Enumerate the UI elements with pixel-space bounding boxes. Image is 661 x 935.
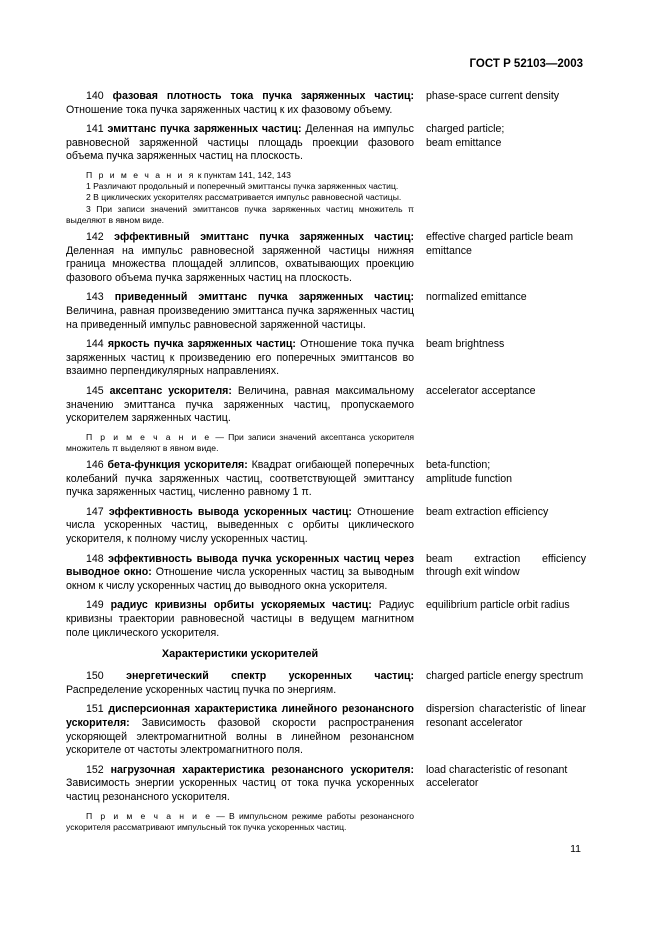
term-definition: 152 нагрузочная характеристика резонансного ускорителя: Зависимость энергии ускоренных частиц от тока пучка ускоренных частиц резонансного ускорителя. xyxy=(66,763,414,803)
term-english: accelerator acceptance xyxy=(426,384,536,397)
term-definition: 142 эффективный эмиттанс пучка заряженных частиц: Деленная на импульс равновесной заряженной частицы нижняя граница множества площадей эллипсов, охватывающих проекцию фазового объема пучка заряженных частиц на плоскость. xyxy=(66,230,414,284)
term-entry xyxy=(66,123,586,164)
term-english: load characteristic of resonant accelerator xyxy=(426,763,568,790)
term-english: equilibrium particle orbit radius xyxy=(426,599,570,612)
page-number: 11 xyxy=(570,843,581,855)
term-english: normalized emittance xyxy=(426,291,527,304)
term-english: charged particle energy spectrum xyxy=(426,670,584,683)
term-entry xyxy=(66,670,586,697)
term-definition: 147 эффективность вывода ускоренных частиц: Отношение числа ускоренных частиц, выведенных с орбиты циклического ускорителя, к полному числу ускоренных частиц. xyxy=(66,505,414,546)
term-entry xyxy=(66,764,586,805)
term-entry xyxy=(66,385,586,426)
term-definition: 148 эффективность вывода пучка ускоренных частиц через выводное окно: Отношение числа ускоренных частиц за выводным окном к числу ускоренных частиц до выводного окна ускорителя. xyxy=(66,552,415,592)
term-english: charged particle; beam emittance xyxy=(426,123,505,149)
term-entry xyxy=(66,599,586,640)
term-definition: 151 дисперсионная характеристика линейного резонансного ускорителя: Зависимость фазовой скорости распространения ускоряющей электромагнитной волны в линейном резонансном ускорителе от частоты электромагнитного поля. xyxy=(66,703,414,757)
term-definition: 141 эмиттанс пучка заряженных частиц: Деленная на импульс равновесной заряженной частицы площадь проекции фазового объема пучка заряженных частиц на плоскость. xyxy=(66,123,414,163)
document-body xyxy=(66,90,586,838)
document-code: ГОСТ Р 52103—2003 xyxy=(469,58,583,70)
term-english: beam brightness xyxy=(426,338,505,351)
term-entry xyxy=(66,703,586,757)
term-entry xyxy=(66,338,586,379)
note-block: П р и м е ч а н и е — В импульсном режиме работы резонансного ускорителя рассматривают импульсный ток пучка ускоренных частиц. xyxy=(66,810,414,832)
term-definition: 146 бета-функция ускорителя: Квадрат огибающей поперечных колебаний пучка заряженных частиц, соответствующей эмиттансу пучка заряженных частиц, численно равному 1 π. xyxy=(66,459,414,499)
term-entry xyxy=(66,553,586,594)
term-definition: 149 радиус кривизны орбиты ускоряемых частиц: Радиус кривизны траектории равновесной частицы в ведущем магнитном поле циклического ускорителя. xyxy=(66,599,414,639)
term-entry xyxy=(66,291,586,332)
term-entry xyxy=(66,231,586,285)
section-title: Характеристики ускорителей xyxy=(161,648,319,661)
note-block: П р и м е ч а н и е — При записи значений аксептанса ускорителя множитель π выделяют в явном виде. xyxy=(66,431,415,453)
term-entry xyxy=(66,506,586,547)
term-english: effective charged particle beam emittance xyxy=(426,230,574,257)
term-definition: 150 энергетический спектр ускоренных частиц: Распределение ускоренных частиц пучка по энергиям. xyxy=(66,670,415,696)
term-english: phase-space current density xyxy=(426,90,560,102)
term-english: beam extraction efficiency through exit window xyxy=(426,552,586,579)
term-definition: 145 аксептанс ускорителя: Величина, равная максимальному значению эмиттанса пучка заряженных частиц, пропускаемого ускорителем заряженных частиц. xyxy=(66,384,414,425)
term-english: dispersion characteristic of linear resonant accelerator xyxy=(426,703,586,730)
term-definition: 140 фазовая плотность тока пучка заряженных частиц: Отношение тока пучка заряженных частиц к их фазовому объему. xyxy=(66,90,414,116)
term-english: beta-function; amplitude function xyxy=(426,459,512,485)
term-entry xyxy=(66,90,586,117)
term-entry xyxy=(66,459,586,500)
term-definition: 143 приведенный эмиттанс пучка заряженных частиц: Величина, равная произведению эмиттанса пучка заряженных частиц на приведенный импульс равновесной заряженной частицы. xyxy=(66,291,414,331)
term-english: beam extraction efficiency xyxy=(426,505,549,518)
note-block: П р и м е ч а н и я к пунктам 141, 142, 143 1 Различают продольный и поперечный эмиттансы пучка заряженных частиц. 2 В циклических ускорителях рассматривается импульс равновесной частицы. 3 При записи значений эмиттансов пучка заряженных частиц множитель π выделяют в явном виде. xyxy=(66,169,414,225)
term-definition: 144 яркость пучка заряженных частиц: Отношение тока пучка заряженных частиц к произведению его поперечных эмиттансов во взаимно перпендикулярных направлениях. xyxy=(66,338,414,378)
